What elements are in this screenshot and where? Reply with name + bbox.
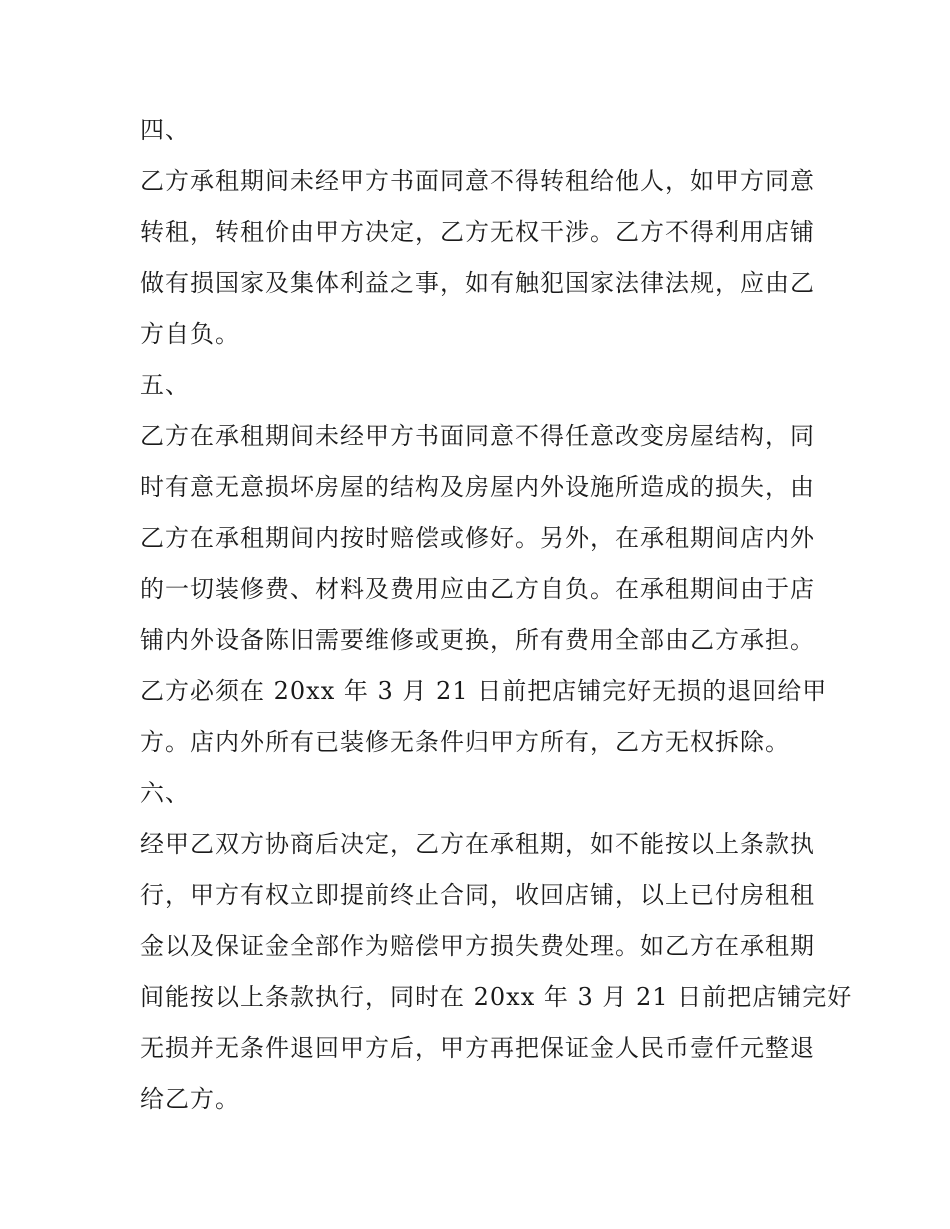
section-heading-4: 四、 xyxy=(140,116,190,144)
paragraph-line: 无损并无条件退回甲方后，甲方再把保证金人民币壹仟元整退 xyxy=(140,1034,815,1062)
section-heading-6: 六、 xyxy=(140,779,190,807)
paragraph-line: 经甲乙双方协商后决定，乙方在承租期，如不能按以上条款执 xyxy=(140,830,815,858)
paragraph-line: 乙方在承租期间未经甲方书面同意不得任意改变房屋结构，同 xyxy=(140,422,815,450)
paragraph-line: 做有损国家及集体利益之事，如有触犯国家法律法规，应由乙 xyxy=(140,269,815,297)
paragraph-line: 间能按以上条款执行，同时在 20xx 年 3 月 21 日前把店铺完好 xyxy=(140,983,853,1011)
paragraph-line: 时有意无意损坏房屋的结构及房屋内外设施所造成的损失，由 xyxy=(140,473,815,501)
paragraph-line: 乙方必须在 20xx 年 3 月 21 日前把店铺完好无损的退回给甲 xyxy=(140,677,828,705)
paragraph-line: 的一切装修费、材料及费用应由乙方自负。在承租期间由于店 xyxy=(140,575,815,603)
paragraph-line: 乙方在承租期间内按时赔偿或修好。另外，在承租期间店内外 xyxy=(140,524,815,552)
paragraph-line: 乙方承租期间未经甲方书面同意不得转租给他人，如甲方同意 xyxy=(140,167,815,195)
paragraph-line: 方。店内外所有已装修无条件归甲方所有，乙方无权拆除。 xyxy=(140,728,790,756)
paragraph-line: 给乙方。 xyxy=(140,1085,240,1113)
paragraph-line: 方自负。 xyxy=(140,320,240,348)
paragraph-line: 转租，转租价由甲方决定，乙方无权干涉。乙方不得利用店铺 xyxy=(140,218,815,246)
section-heading-5: 五、 xyxy=(140,371,190,399)
paragraph-line: 铺内外设备陈旧需要维修或更换，所有费用全部由乙方承担。 xyxy=(140,626,815,654)
paragraph-line: 行，甲方有权立即提前终止合同，收回店铺，以上已付房租租 xyxy=(140,881,815,909)
paragraph-line: 金以及保证金全部作为赔偿甲方损失费处理。如乙方在承租期 xyxy=(140,932,815,960)
